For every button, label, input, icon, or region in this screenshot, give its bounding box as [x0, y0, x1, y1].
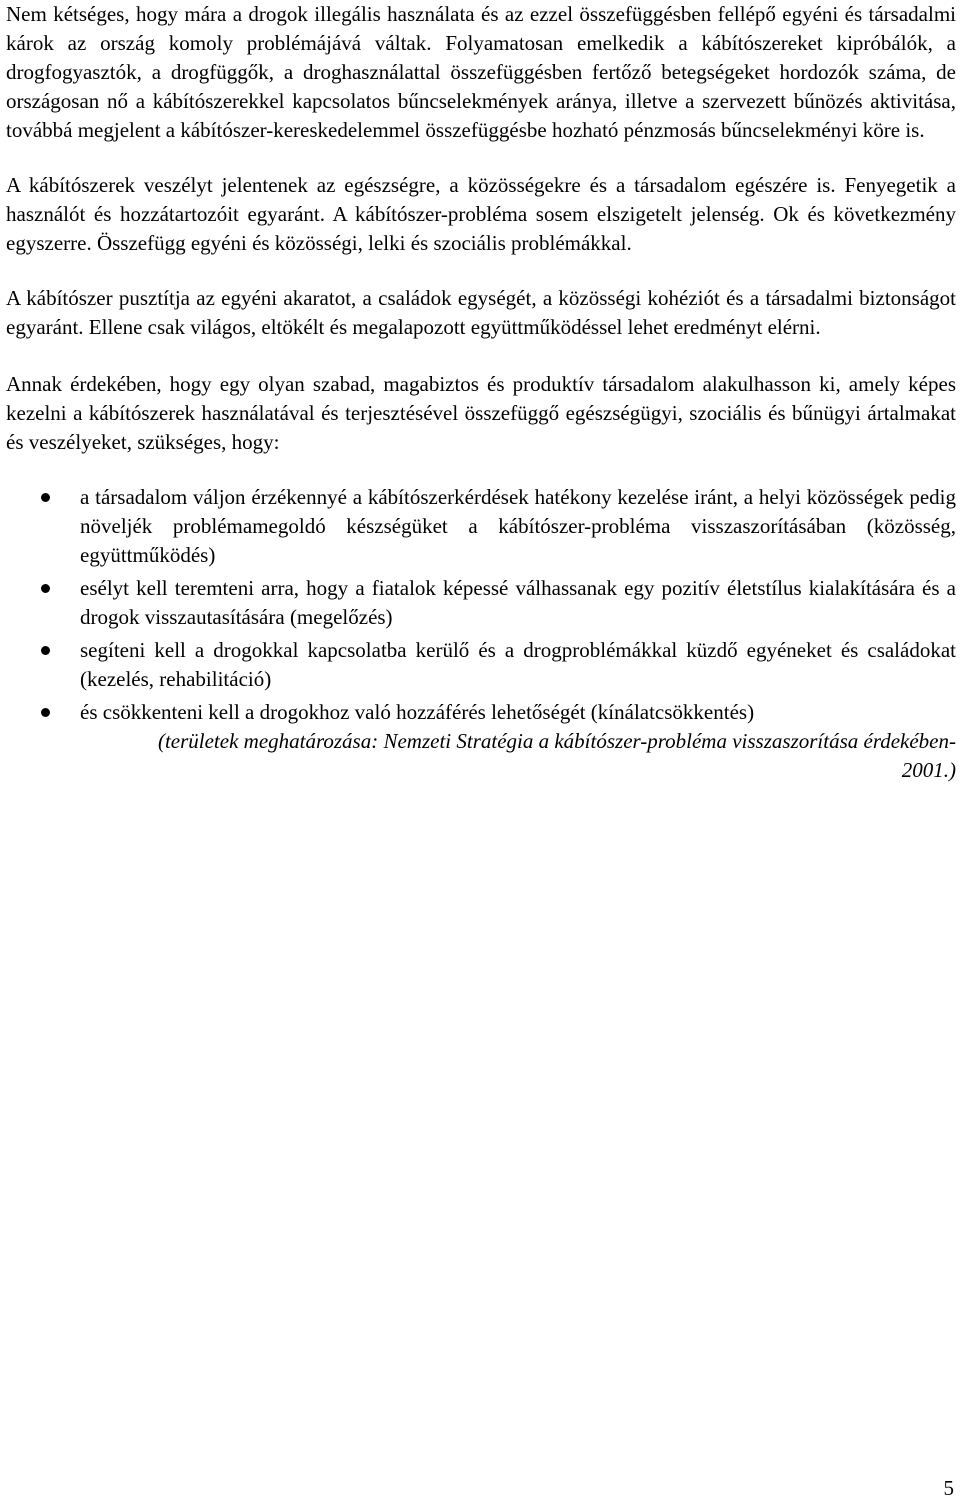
paragraph-dangers: A kábítószerek veszélyt jelentenek az egészségre, a közösségekre és a társadalom egészére is. Fenyegetik a használót és hozzátartozóit egyaránt. A kábítószer-probléma sosem elszigetelt jelenség. Ok és következmény egyszerre. Összefügg egyéni és közösségi, lelki és szociális problémákkal.	[6, 173, 956, 255]
list-item-text: esélyt kell teremteni arra, hogy a fiatalok képessé válhassanak egy pozitív életstílus kialakítására és a drogok visszautasítására (megelőzés)	[80, 576, 956, 629]
list-item	[6, 698, 956, 727]
list-item	[6, 483, 956, 570]
paragraph-intro: Nem kétséges, hogy mára a drogok illegális használata és az ezzel összefüggésben fellépő egyéni és társadalmi károk az ország komoly problémájává váltak. Folyamatosan emelkedik a kábítószereket kipróbálók, a drogfogyasztók, a drogfüggők, a droghasználattal összefüggésben fertőző betegségeket hordozók száma, de országosan nő a kábítószerekkel kapcsolatos bűncselekmények aránya, illetve a szervezett bűnözés aktivitása, továbbá megjelent a kábítószer-kereskedelemmel összefüggésbe hozható pénzmosás bűncselekményi köre is.	[6, 2, 956, 142]
list-item-text: segíteni kell a drogokkal kapcsolatba kerülő és a drogproblémákkal küzdő egyéneket és családokat (kezelés, rehabilitáció)	[80, 638, 956, 691]
goals-list	[6, 483, 956, 727]
list-item-text: a társadalom váljon érzékennyé a kábítószerkérdések hatékony kezelése iránt, a helyi közösségek pedig növeljék problémamegoldó készségüket a kábítószer-probléma visszaszorításában (közösség, együttműködés)	[80, 485, 956, 567]
paragraph-destruction: A kábítószer pusztítja az egyéni akaratot, a családok egységét, a közösségi kohéziót és a társadalmi biztonságot egyaránt. Ellene csak világos, eltökélt és megalapozott együttműködéssel lehet eredményt elérni.	[6, 286, 956, 339]
bullet-icon	[41, 708, 50, 717]
source-citation: (területek meghatározása: Nemzeti Stratégia a kábítószer-probléma visszaszorítása érdekében-2001.)	[157, 729, 956, 782]
document-page	[6, 0, 956, 785]
paragraph-goals: Annak érdekében, hogy egy olyan szabad, magabiztos és produktív társadalom alakulhasson ki, amely képes kezelni a kábítószerek használatával és terjesztésével összefüggő egészségügyi, szociális és bűnügyi ártalmakat és veszélyeket, szükséges, hogy:	[6, 372, 956, 454]
bullet-icon	[41, 646, 50, 655]
page-number: 5	[943, 1476, 954, 1500]
bullet-icon	[41, 584, 50, 593]
list-item	[6, 636, 956, 694]
bullet-icon	[41, 493, 50, 502]
list-item	[6, 574, 956, 632]
list-item-text: és csökkenteni kell a drogokhoz való hozzáférés lehetőségét (kínálatcsökkentés)	[80, 700, 755, 724]
